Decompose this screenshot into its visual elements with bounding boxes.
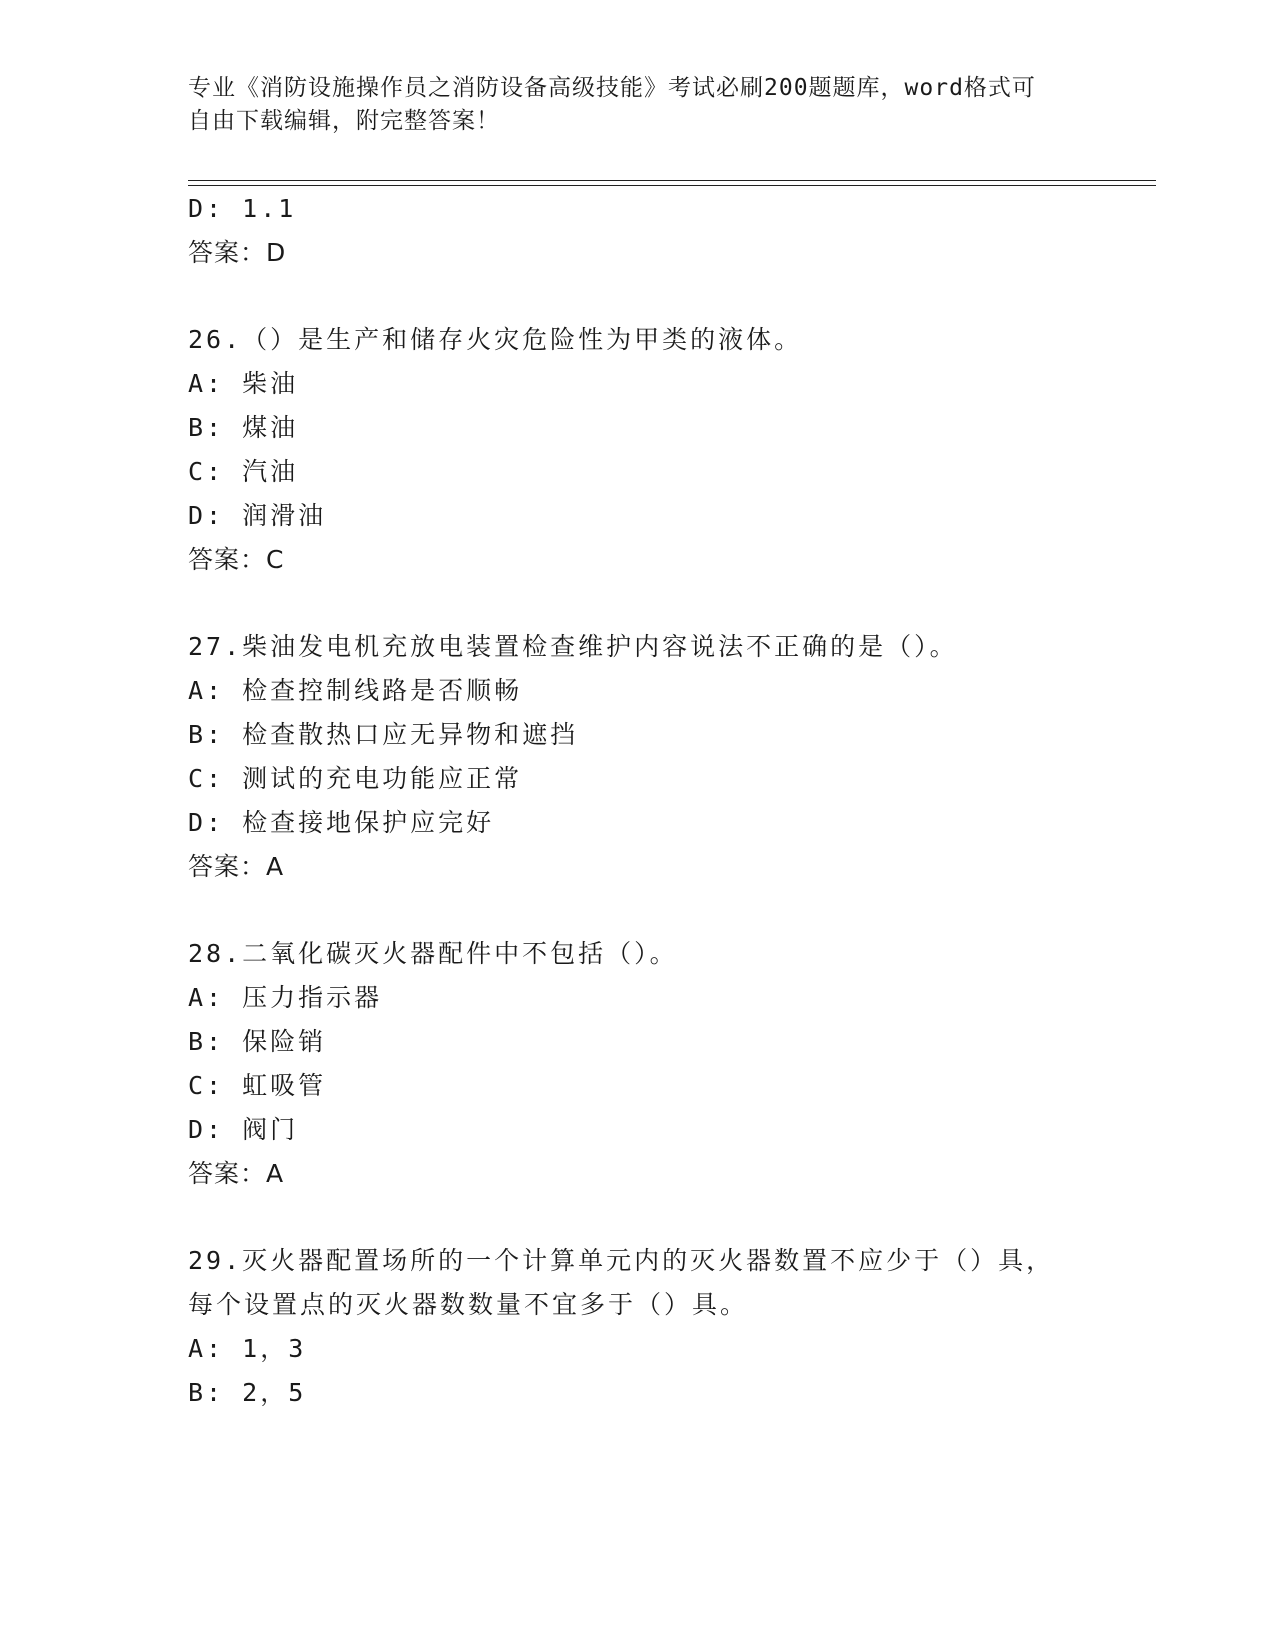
- option-b: B: 检查散热口应无异物和遮挡: [188, 720, 579, 749]
- option-a: A: 压力指示器: [188, 983, 383, 1012]
- option-c: C: 测试的充电功能应正常: [188, 764, 523, 793]
- option-c: C: 汽油: [188, 457, 299, 486]
- prev-answer: 答案：D: [188, 238, 287, 267]
- question-stem-line-1: 29.灭火器配置场所的一个计算单元内的灭火器数置不应少于（）具，: [188, 1246, 1055, 1275]
- document-header: [188, 72, 1068, 138]
- header-line-2: 自由下载编辑，附完整答案！: [188, 108, 500, 134]
- answer: 答案：C: [188, 545, 285, 574]
- option-a: A: 柴油: [188, 369, 299, 398]
- question-stem: 27.柴油发电机充放电装置检查维护内容说法不正确的是（）。: [188, 632, 958, 661]
- option-a: A: 检查控制线路是否顺畅: [188, 676, 523, 705]
- answer: 答案：A: [188, 1159, 285, 1188]
- option-a: A: 1，3: [188, 1334, 307, 1363]
- header-line-1: 专业《消防设施操作员之消防设备高级技能》考试必刷200题题库，word格式可: [188, 75, 1036, 101]
- option-b: B: 煤油: [188, 413, 299, 442]
- question-stem-line-2: 每个设置点的灭火器数数量不宜多于（）具。: [188, 1290, 749, 1319]
- option-d: D: 阀门: [188, 1115, 299, 1144]
- option-b: B: 保险销: [188, 1027, 327, 1056]
- answer: 答案：A: [188, 852, 285, 881]
- header-divider-bottom: [188, 185, 1156, 186]
- question-stem: 26.（）是生产和储存火灾危险性为甲类的液体。: [188, 325, 803, 354]
- question-stem: 28.二氧化碳灭火器配件中不包括（）。: [188, 939, 678, 968]
- option-c: C: 虹吸管: [188, 1071, 327, 1100]
- option-d: D: 润滑油: [188, 501, 327, 530]
- prev-option-d: D: 1.1: [188, 194, 297, 223]
- option-d: D: 检查接地保护应完好: [188, 808, 495, 837]
- header-divider-top: [188, 180, 1156, 181]
- option-b: B: 2，5: [188, 1378, 307, 1407]
